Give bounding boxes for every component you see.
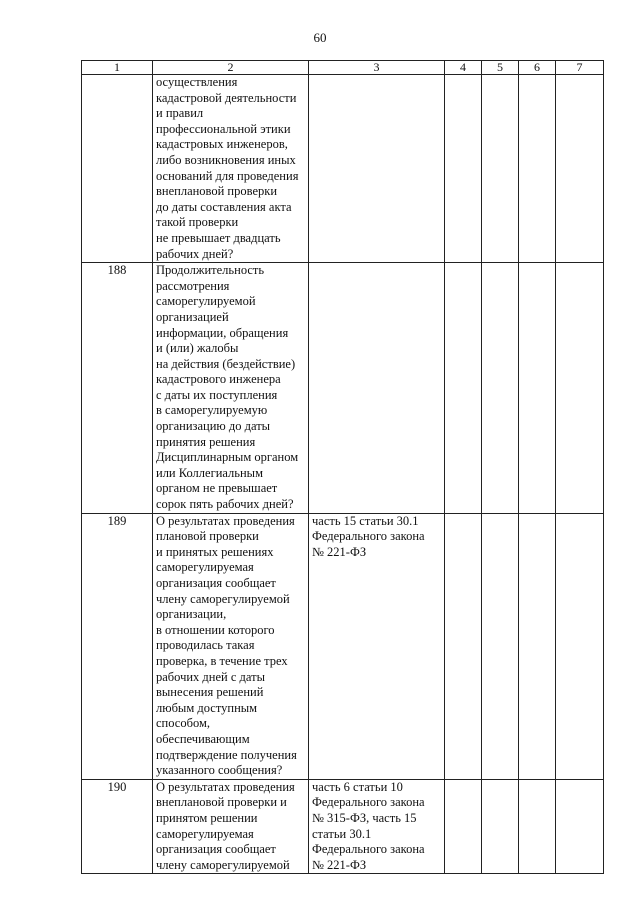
- cell-text-line: такой проверки: [156, 215, 239, 230]
- cell-text-line: осуществления: [156, 75, 238, 89]
- table-row: [82, 513, 604, 779]
- column-header-2: 2: [153, 61, 309, 75]
- answer-cell-4: [445, 513, 482, 779]
- cell-text-line: Федерального закона: [312, 795, 425, 810]
- basis-cell: [309, 779, 445, 874]
- cell-text-line: саморегулируемая: [156, 560, 254, 575]
- basis-cell: [309, 513, 445, 779]
- cell-text-line: или Коллегиальным: [156, 465, 263, 480]
- cell-text-line: саморегулируемая: [156, 826, 254, 841]
- page-number: 60: [313, 30, 327, 45]
- cell-text-line: профессиональной этики: [156, 121, 291, 136]
- question-cell: [153, 513, 309, 779]
- column-header-7: 7: [556, 61, 604, 75]
- cell-text-line: с даты их поступления: [156, 387, 278, 402]
- cell-text-line: статьи 30.1: [312, 826, 372, 841]
- cell-text-line: либо возникновения иных: [156, 152, 296, 167]
- cell-text-line: и правил: [156, 106, 204, 121]
- cell-text-line: организацией: [156, 309, 229, 324]
- cell-text-line: О результатах проведения: [156, 779, 295, 794]
- cell-text-line: организация сообщает: [156, 842, 276, 857]
- cell-text-line: способом,: [156, 716, 211, 731]
- cell-text-line: органом не превышает: [156, 481, 278, 496]
- cell-text-line: часть 6 статьи 10: [312, 779, 403, 794]
- answer-cell-7: [556, 513, 604, 779]
- cell-text-line: члену саморегулируемой: [156, 591, 290, 606]
- cell-text-line: члену саморегулируемой: [156, 857, 290, 872]
- cell-text-line: саморегулируемой: [156, 294, 256, 309]
- cell-text-line: в саморегулируемую: [156, 403, 268, 418]
- column-header-5: 5: [482, 61, 519, 75]
- answer-cell-6: [519, 75, 556, 263]
- table-header-row: [82, 61, 604, 75]
- question-cell: [153, 263, 309, 514]
- answer-cell-4: [445, 263, 482, 514]
- cell-text-line: не превышает двадцать: [156, 230, 281, 245]
- answer-cell-6: [519, 263, 556, 514]
- cell-text-line: любым доступным: [156, 700, 258, 715]
- cell-text-line: проводилась такая: [156, 638, 255, 653]
- answer-cell-4: [445, 779, 482, 874]
- cell-text-line: обеспечивающим: [156, 731, 250, 746]
- answer-cell-6: [519, 779, 556, 874]
- question-cell: [153, 75, 309, 263]
- cell-text-line: до даты составления акта: [156, 199, 292, 214]
- cell-text-line: Федерального закона: [312, 529, 425, 544]
- answer-cell-7: [556, 263, 604, 514]
- cell-text-line: рабочих дней с даты: [156, 669, 265, 684]
- cell-text-line: принятом решении: [156, 810, 258, 825]
- table-row: [82, 779, 604, 874]
- answer-cell-7: [556, 779, 604, 874]
- question-cell: [153, 779, 309, 874]
- cell-text-line: сорок пять рабочих дней?: [156, 497, 294, 512]
- cell-text-line: часть 15 статьи 30.1: [312, 513, 419, 528]
- cell-text-line: кадастрового инженера: [156, 372, 281, 387]
- cell-text-line: Дисциплинарным органом: [156, 450, 299, 465]
- answer-cell-5: [482, 513, 519, 779]
- cell-text-line: Продолжительность: [156, 263, 265, 278]
- cell-text-line: рабочих дней?: [156, 246, 234, 261]
- cell-text-line: организации,: [156, 607, 227, 622]
- column-header-6: 6: [519, 61, 556, 75]
- cell-text-line: в отношении которого: [156, 622, 275, 637]
- cell-text-line: и (или) жалобы: [156, 341, 239, 356]
- answer-cell-4: [445, 75, 482, 263]
- cell-text-line: принятия решения: [156, 434, 256, 449]
- column-header-3: 3: [309, 61, 445, 75]
- column-header-4: 4: [445, 61, 482, 75]
- cell-text-line: № 315-ФЗ, часть 15: [312, 810, 417, 825]
- cell-text-line: вынесения решений: [156, 685, 264, 700]
- row-number: 190: [82, 779, 153, 874]
- cell-text-line: кадастровой деятельности: [156, 90, 297, 105]
- cell-text-line: рассмотрения: [156, 278, 230, 293]
- table-row: [82, 263, 604, 514]
- cell-text-line: кадастровых инженеров,: [156, 137, 288, 152]
- cell-text-line: и принятых решениях: [156, 544, 274, 559]
- answer-cell-5: [482, 779, 519, 874]
- row-number: [82, 75, 153, 263]
- cell-text-line: внеплановой проверки и: [156, 795, 287, 810]
- cell-text-line: оснований для проведения: [156, 168, 299, 183]
- checklist-table: [81, 60, 604, 874]
- column-header-1: 1: [82, 61, 153, 75]
- answer-cell-6: [519, 513, 556, 779]
- basis-cell: [309, 75, 445, 263]
- cell-text-line: Федерального закона: [312, 842, 425, 857]
- cell-text-line: организацию до даты: [156, 419, 271, 434]
- cell-text-line: подтверждение получения: [156, 747, 297, 762]
- table-row: [82, 75, 604, 263]
- basis-cell: [309, 263, 445, 514]
- cell-text-line: организация сообщает: [156, 576, 276, 590]
- answer-cell-5: [482, 75, 519, 263]
- cell-text-line: плановой проверки: [156, 529, 259, 544]
- row-number: 188: [82, 263, 153, 514]
- cell-text-line: О результатах проведения: [156, 513, 295, 528]
- cell-text-line: № 221-ФЗ: [312, 857, 367, 872]
- cell-text-line: № 221-ФЗ: [312, 544, 367, 559]
- cell-text-line: информации, обращения: [156, 325, 289, 340]
- cell-text-line: проверка, в течение трех: [156, 653, 288, 668]
- answer-cell-7: [556, 75, 604, 263]
- cell-text-line: внеплановой проверки: [156, 184, 278, 199]
- cell-text-line: указанного сообщения?: [156, 763, 283, 778]
- answer-cell-5: [482, 263, 519, 514]
- table-body: [82, 75, 604, 874]
- row-number: 189: [82, 513, 153, 779]
- cell-text-line: на действия (бездействие): [156, 356, 296, 371]
